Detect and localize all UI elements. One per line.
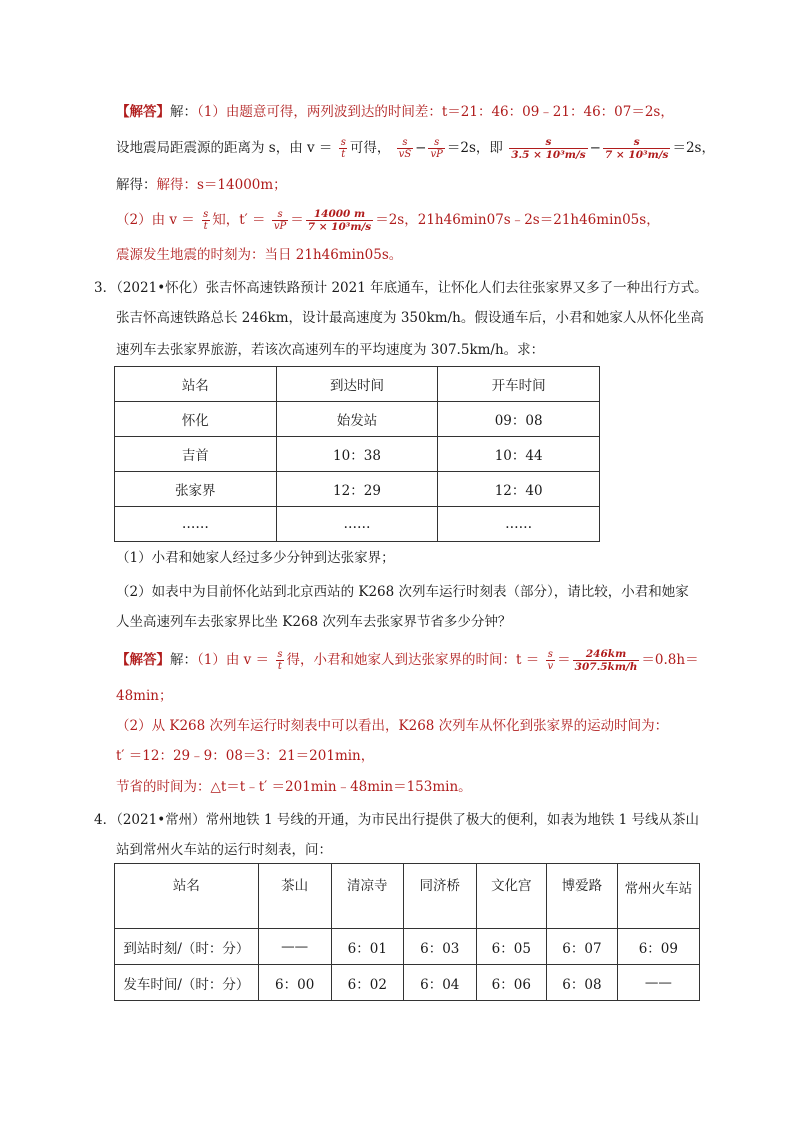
- table-cell: 怀化: [115, 402, 277, 437]
- answer-tag: 【解答】: [116, 652, 170, 668]
- fraction-s-over-vp: $\frac{s}{vP}$: [273, 209, 287, 232]
- q3-sub-question-2b: 人坐高速列车去张家界比坐 K268 次列车去张家界节省多少分钟？: [116, 614, 512, 630]
- equals-sign: ＝: [557, 652, 571, 668]
- table-cell: 张家界: [115, 472, 277, 507]
- table-cell: 10：44: [438, 437, 600, 472]
- table-header-row: [115, 864, 700, 929]
- table-cell: 6：09: [617, 929, 699, 965]
- table-cell: 10：38: [276, 437, 438, 472]
- fraction-s-over-t: $\frac{s}{t}$: [203, 209, 209, 232]
- q3-a2-text-b: K268 次列车从怀化到张家界的运动时间为：: [398, 718, 669, 734]
- q3-intro-line2: 张吉怀高速铁路总长 246km，设计最高速度为 350km/h。假设通车后，小君和她家人从怀化坐高: [116, 310, 704, 326]
- table-cell: 6：06: [476, 965, 547, 1001]
- jie-label: 解：: [170, 104, 197, 120]
- minus-sign: −: [415, 140, 427, 156]
- table-header-cell: 清凉寺: [331, 864, 403, 929]
- q2-p2-text-c: ＝2s，即: [446, 140, 503, 156]
- q4-intro-line1: 4．（2021•常州）常州地铁 1 号线的开通，为市民出行提供了极大的便利，如表为地铁 1 号线从茶山: [94, 812, 700, 828]
- fraction-s-over-vs: $\frac{s}{vS}$: [398, 137, 412, 160]
- table-row: [115, 437, 600, 472]
- q3-answer-line1: [116, 648, 699, 673]
- table-cell: 12：29: [276, 472, 438, 507]
- table-cell: 发车时间/（时：分）: [115, 965, 259, 1001]
- table-cell: ——: [617, 965, 699, 1001]
- table-cell: 6：00: [258, 965, 331, 1001]
- table-header-cell: 博爱路: [547, 864, 618, 929]
- q2-p4-text-c: ＝2s，21h46min07s﹣2s＝21h46min05s，: [375, 212, 660, 228]
- table-header-cell: 到达时间: [276, 367, 438, 402]
- table-header-cell: 文化宫: [476, 864, 547, 929]
- table-header-cell: 茶山: [258, 864, 331, 929]
- answer-tag: 【解答】: [116, 104, 170, 120]
- table-row: [115, 507, 600, 542]
- q3-answer-line2: 48min；: [116, 688, 173, 704]
- q2-p2-text-b: 可得，: [349, 140, 391, 156]
- q2-answer-line4: [116, 208, 660, 233]
- table-cell: 6：03: [404, 929, 476, 965]
- q3-answer-line4: t′ ＝12：29﹣9：08＝3：21＝201min，: [116, 748, 375, 764]
- table-header-cell: 站名: [115, 367, 277, 402]
- q2-p3-result: 解得：s＝14000m；: [156, 177, 287, 193]
- table-cell: 6：08: [547, 965, 618, 1001]
- fraction-s-over-vp: $\frac{s}{vP}$: [430, 137, 443, 160]
- jie-label: 解：: [170, 652, 197, 668]
- q3-intro-line3: 速列车去张家界旅游，若该次高速列车的平均速度为 307.5km/h。求：: [116, 342, 545, 358]
- q2-answer-line3: [116, 175, 287, 195]
- table-cell: 6：02: [331, 965, 403, 1001]
- q4-timetable: [114, 863, 700, 1001]
- q3-intro-line1: 3．（2021•怀化）张吉怀高速铁路预计 2021 年底通车，让怀化人们去往张家界又多了一种出行方式。: [94, 280, 708, 296]
- table-cell: 始发站: [276, 402, 438, 437]
- table-cell: 6：01: [331, 929, 403, 965]
- q2-answer-line1: [116, 102, 674, 122]
- fraction-s-over-t: $\frac{s}{t}$: [277, 649, 283, 672]
- table-cell: 6：07: [547, 929, 618, 965]
- table-row: [115, 965, 700, 1001]
- table-cell: ……: [438, 507, 600, 542]
- table-cell: ……: [115, 507, 277, 542]
- table-header-cell: 开车时间: [438, 367, 600, 402]
- q2-answer-line5: 震源发生地震的时刻为：当日 21h46min05s。: [116, 247, 403, 263]
- table-header-cell: 同济桥: [404, 864, 476, 929]
- q2-p2-text-a: 设地震局距震源的距离为 s，由 v ＝: [116, 140, 333, 156]
- table-cell: 到站时刻/（时：分）: [115, 929, 259, 965]
- table-cell: 6：04: [404, 965, 476, 1001]
- table-cell: 吉首: [115, 437, 277, 472]
- q3-timetable: [114, 366, 600, 542]
- q3-answer-line3: [116, 716, 668, 736]
- table-row: [115, 929, 700, 965]
- fraction-s-over-t: $\frac{s}{t}$: [340, 137, 346, 160]
- q3-a1-text-c: ＝0.8h＝: [641, 652, 699, 668]
- q3-a1-text-a: （1）由 v ＝: [197, 652, 270, 668]
- q2-p4-text-a: （2）由 v ＝: [116, 212, 195, 228]
- table-cell: ……: [276, 507, 438, 542]
- q3-a2-text-a: （2）从 K268 次列车运行时刻表中可以看出，: [116, 718, 399, 734]
- q2-p3-label: 解得：: [116, 177, 157, 193]
- q2-p2-text-d: ＝2s，: [672, 140, 715, 156]
- table-cell: 12：40: [438, 472, 600, 507]
- table-cell: ——: [258, 929, 331, 965]
- table-row: [115, 472, 600, 507]
- table-header-cell: 常州火车站: [617, 864, 699, 929]
- q2-answer-line2: [116, 136, 715, 161]
- table-header-row: [115, 367, 600, 402]
- table-row: [115, 402, 600, 437]
- table-cell: 09：08: [438, 402, 600, 437]
- equals-sign: ＝: [290, 212, 304, 228]
- fraction-14000-over-7e3: $\frac{14000 m}{\text{7 × 10³m/s}}$: [307, 208, 372, 233]
- table-header-cell: 站名: [115, 864, 259, 929]
- fraction-s-over-7e3: $\frac{s}{\text{7 × 10³m/s}}$: [604, 136, 669, 161]
- q2-p4-text-b: 知，t′ ＝: [212, 212, 266, 228]
- q3-answer-line5: 节省的时间为：△t＝t﹣t′ ＝201min﹣48min＝153min。: [116, 779, 472, 795]
- q3-sub-question-1: （1）小君和她家人经过多少分钟到达张家界；: [116, 550, 395, 566]
- q3-sub-question-2a: （2）如表中为目前怀化站到北京西站的 K268 次列车运行时刻表（部分），请比较，小君和她家: [116, 584, 689, 600]
- q2-p1-prefix: （1）由题意可得，两列波到达的时间差：: [197, 104, 442, 120]
- q2-p1-equation: t＝21：46：09﹣21：46：07＝2s，: [441, 104, 674, 120]
- q4-intro-line2: 站到常州火车站的运行时刻表，问：: [116, 842, 332, 858]
- fraction-246-over-307-5: $\frac{246km}{307.5km/h}$: [574, 648, 638, 673]
- q3-a1-text-b: 得，小君和她家人到达张家界的时间：t ＝: [286, 652, 540, 668]
- fraction-s-over-v: $\frac{s}{v}$: [547, 649, 554, 672]
- fraction-s-over-3-5e3: $\frac{s}{\text{3.5 × 10³m/s}}$: [511, 136, 586, 161]
- minus-sign: −: [589, 140, 601, 156]
- table-cell: 6：05: [476, 929, 547, 965]
